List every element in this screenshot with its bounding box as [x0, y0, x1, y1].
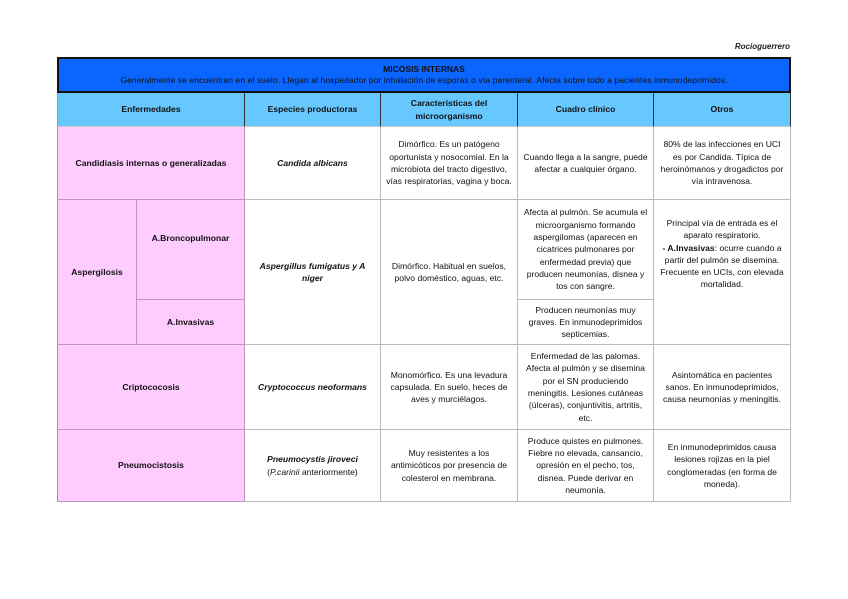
others-aspergilosis-bold: - A.Invasivas [662, 242, 715, 253]
header-cuadro-clinico: Cuadro clínico [518, 93, 654, 127]
table-title: MICOSIS INTERNAS [383, 64, 465, 74]
table-title-banner [57, 57, 791, 93]
header-otros: Otros [654, 93, 791, 127]
disease-aspergilosis: Aspergilosis [57, 200, 137, 345]
species-pneumocystis [245, 430, 381, 502]
disease-pneumocistosis: Pneumocistosis [57, 430, 245, 502]
disease-criptococosis: Criptococosis [57, 345, 245, 430]
header-caracteristicas: Características del microorganismo [381, 93, 518, 127]
clinical-invasivas: Producen neumonías muy graves. En inmunodeprimidos septicemias. [518, 300, 654, 345]
species-pneumocystis-old-name: P.carinii [270, 466, 300, 477]
subtype-broncopulmonar: A.Broncopulmonar [137, 200, 245, 300]
species-aspergillus: Aspergillus fumigatus y A niger [245, 200, 381, 345]
species-pneumocystis-name: Pneumocystis jiroveci [267, 454, 358, 465]
others-aspergilosis [654, 200, 791, 345]
table-subtitle: Generalmente se encuentran en el suelo. Llegan al hospedador por inhalación de esporas o vía parenteral. Afecta sobre todo a pacientes inmunodeprimidos. [120, 75, 728, 85]
subtype-invasivas: A.Invasivas [137, 300, 245, 345]
disease-candidiasis: Candidiasis internas o generalizadas [57, 127, 245, 200]
others-aspergilosis-line3: Frecuente en UCIs, con elevada mortalidad. [660, 267, 784, 290]
clinical-broncopulmonar: Afecta al pulmón. Se acumula el microorganismo formando aspergilomas (aparecen en cicatrices pulmonares por enfermedad previa) que producen neumonías, disnea y tos con sangre. [518, 200, 654, 300]
header-enfermedades: Enfermedades [57, 93, 245, 127]
others-pneumocistosis: En inmunodeprimidos causa lesiones rojizas en la piel conglomeradas (en forma de moneda). [654, 430, 791, 502]
others-criptococosis: Asintomática en pacientes sanos. En inmunodeprimidos, causa neumonías y meningitis. [654, 345, 791, 430]
others-candidiasis: 80% de las infecciones en UCI es por Candida. Típica de heroinómanos y drogadictos por vía intravenosa. [654, 127, 791, 200]
clinical-candidiasis: Cuando llega a la sangre, puede afectar a cualquier órgano. [518, 127, 654, 200]
clinical-criptococosis: Enfermedad de las palomas. Afecta al pulmón y se disemina por el SN produciendo meningitis. Lesiones cutáneas (úlceras), conjuntivitis, artritis, etc. [518, 345, 654, 430]
species-note-rest: anteriormente) [299, 466, 358, 477]
characteristics-candidiasis: Dimórfico. Es un patógeno oportunista y nosocomial. En la microbiota del tracto digestivo, vías respiratorias, vagina y boca. [381, 127, 518, 200]
author-signature: Rocioguerrero [734, 42, 790, 51]
others-aspergilosis-line1: Principal vía de entrada es el aparato respiratorio. [666, 218, 778, 241]
clinical-pneumocistosis: Produce quistes en pulmones. Fiebre no elevada, cansancio, opresión en el pecho, tos, disnea. Puede derivar en neumonía. [518, 430, 654, 502]
species-note-open: ( [267, 466, 271, 477]
characteristics-pneumocistosis: Muy resistentes a los antimicóticos por presencia de colesterol en membrana. [381, 430, 518, 502]
others-aspergilosis-line2: : ocurre cuando a partir del pulmón se disemina. [664, 242, 782, 265]
species-candida: Candida albicans [245, 127, 381, 200]
characteristics-aspergilosis: Dimórfico. Habitual en suelos, polvo doméstico, aguas, etc. [381, 200, 518, 345]
species-cryptococcus: Cryptococcus neoformans [245, 345, 381, 430]
characteristics-criptococosis: Monomórfico. Es una levadura capsulada. En suelo, heces de aves y murciélagos. [381, 345, 518, 430]
header-especies: Especies productoras [245, 93, 381, 127]
